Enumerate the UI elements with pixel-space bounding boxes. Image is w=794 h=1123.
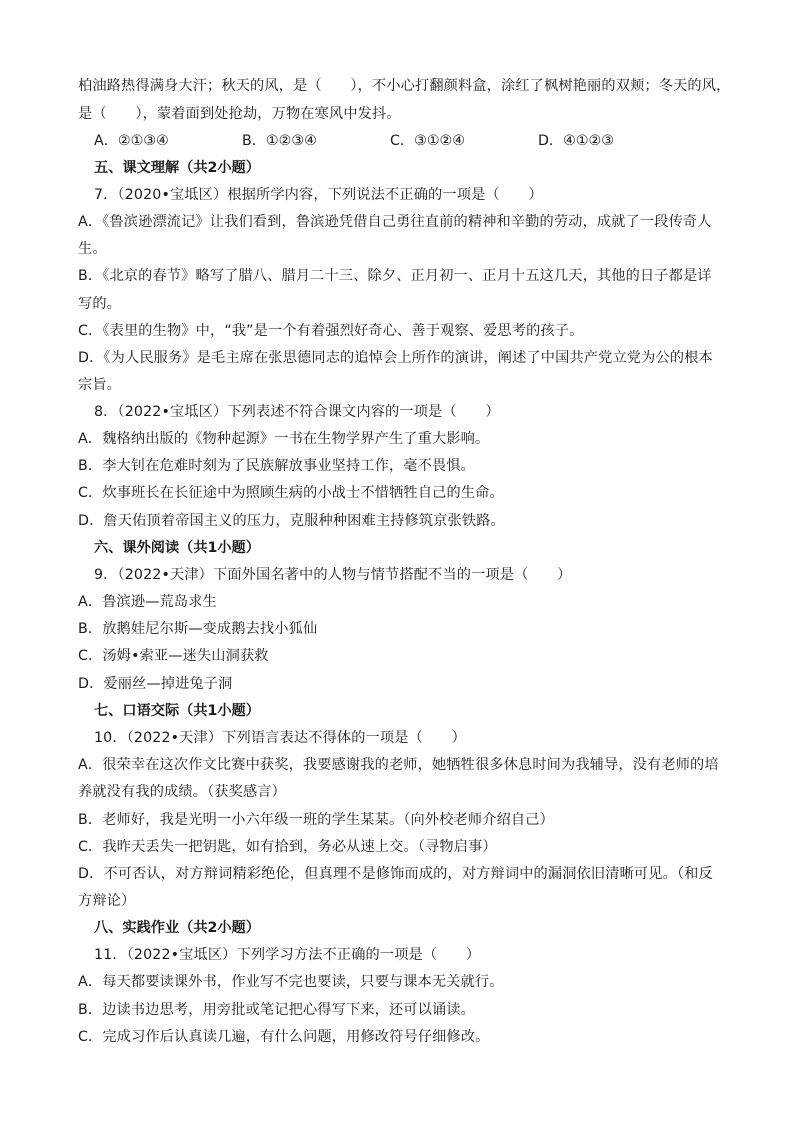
question-8-option-d: D．詹天佑顶着帝国主义的压力，克服种种困难主持修筑京张铁路。 bbox=[78, 513, 505, 529]
question-9-stem: 9．（2022•天津）下面外国名著中的人物与情节搭配不当的一项是（ ） bbox=[94, 567, 572, 583]
question-10-option-c: C．我昨天丢失一把钥匙，如有拾到，务必从速上交。（寻物启事） bbox=[78, 839, 497, 855]
option-c: C．③①②④ bbox=[390, 133, 465, 149]
question-7-option-a-cont: 生。 bbox=[78, 241, 107, 257]
section-heading: 五、课文理解（共2小题） bbox=[94, 160, 260, 176]
question-9-option-a: A．鲁滨逊—荒岛求生 bbox=[78, 594, 217, 610]
question-10-option-a: A．很荣幸在这次作文比赛中获奖，我要感谢我的老师，她牺牲很多休息时间为我辅导，没有老师的培 bbox=[78, 757, 719, 773]
question-8-option-c: C．炊事班长在长征途中为照顾生病的小战士不惜牺牲自己的生命。 bbox=[78, 485, 504, 501]
question-11-option-c: C．完成习作后认真读几遍，有什么问题，用修改符号仔细修改。 bbox=[78, 1029, 490, 1045]
question-8-option-a: A．魏格纳出版的《物种起源》一书在生物学界产生了重大影响。 bbox=[78, 431, 490, 447]
section-heading: 八、实践作业（共2小题） bbox=[94, 920, 260, 936]
question-11-option-a: A．每天都要读课外书，作业写不完也要读，只要与课本无关就行。 bbox=[78, 974, 504, 990]
question-9-option-d: D．爱丽丝—掉进兔子洞 bbox=[78, 676, 233, 692]
question-11-stem: 11．（2022•宝坻区）下列学习方法不正确的一项是（ ） bbox=[94, 947, 481, 963]
section-heading: 六、课外阅读（共1小题） bbox=[94, 540, 260, 556]
question-7-option-a: A．《鲁滨逊漂流记》让我们看到，鲁滨逊凭借自己勇往直前的精神和辛勤的劳动，成就了一段传奇人 bbox=[78, 214, 712, 230]
question-11-option-b: B．边读书边思考，用旁批或笔记把心得写下来，还可以诵读。 bbox=[78, 1002, 475, 1018]
question-8-stem: 8．（2022•宝坻区）下列表述不符合课文内容的一项是（ ） bbox=[94, 404, 500, 420]
question-7-option-c: C．《表里的生物》中，“我”是一个有着强烈好奇心、善于观察、爱思考的孩子。 bbox=[78, 323, 584, 339]
question-7-option-b: B．《北京的春节》略写了腊八、腊月二十三、除夕、正月初一、正月十五这几天，其他的日子都是详 bbox=[78, 268, 712, 284]
text-line: 柏油路热得满身大汗；秋天的风，是（ ），不小心打翻颜料盒，涂红了枫树艳丽的双颊；冬天的风， bbox=[78, 78, 731, 94]
text-line: 是（ ），蒙着面到处抢劫，万物在寒风中发抖。 bbox=[78, 106, 401, 122]
option-b: B．①②③④ bbox=[242, 133, 317, 149]
question-10-option-d-cont: 方辩论） bbox=[78, 893, 136, 909]
option-a: A．②①③④ bbox=[94, 133, 169, 149]
question-8-option-b: B．李大钊在危难时刻为了民族解放事业坚持工作，毫不畏惧。 bbox=[78, 458, 475, 474]
question-10-stem: 10．（2022•天津）下列语言表达不得体的一项是（ ） bbox=[94, 730, 466, 746]
question-10-option-a-cont: 养就没有我的成绩。（获奖感言） bbox=[78, 784, 286, 800]
question-6-options bbox=[94, 130, 686, 152]
question-7-stem: 7．（2020•宝坻区）根据所学内容，下列说法不正确的一项是（ ） bbox=[94, 187, 543, 203]
option-d: D．④①②③ bbox=[538, 133, 614, 149]
question-10-option-b: B．老师好，我是光明一小六年级一班的学生某某。（向外校老师介绍自己） bbox=[78, 812, 554, 828]
section-heading: 七、口语交际（共1小题） bbox=[94, 703, 260, 719]
question-9-option-c: C．汤姆•索亚—迷失山洞获救 bbox=[78, 648, 269, 664]
question-9-option-b: B．放鹅娃尼尔斯—变成鹅去找小狐仙 bbox=[78, 621, 318, 637]
question-10-option-d: D．不可否认，对方辩词精彩绝伦，但真理不是修饰而成的，对方辩词中的漏洞依旧清晰可见。（和反 bbox=[78, 866, 713, 882]
question-7-option-d: D．《为人民服务》是毛主席在张思德同志的追悼会上所作的演讲，阐述了中国共产党立党为公的根本 bbox=[78, 350, 713, 366]
question-7-option-d-cont: 宗旨。 bbox=[78, 377, 122, 393]
question-7-option-b-cont: 写的。 bbox=[78, 296, 122, 312]
